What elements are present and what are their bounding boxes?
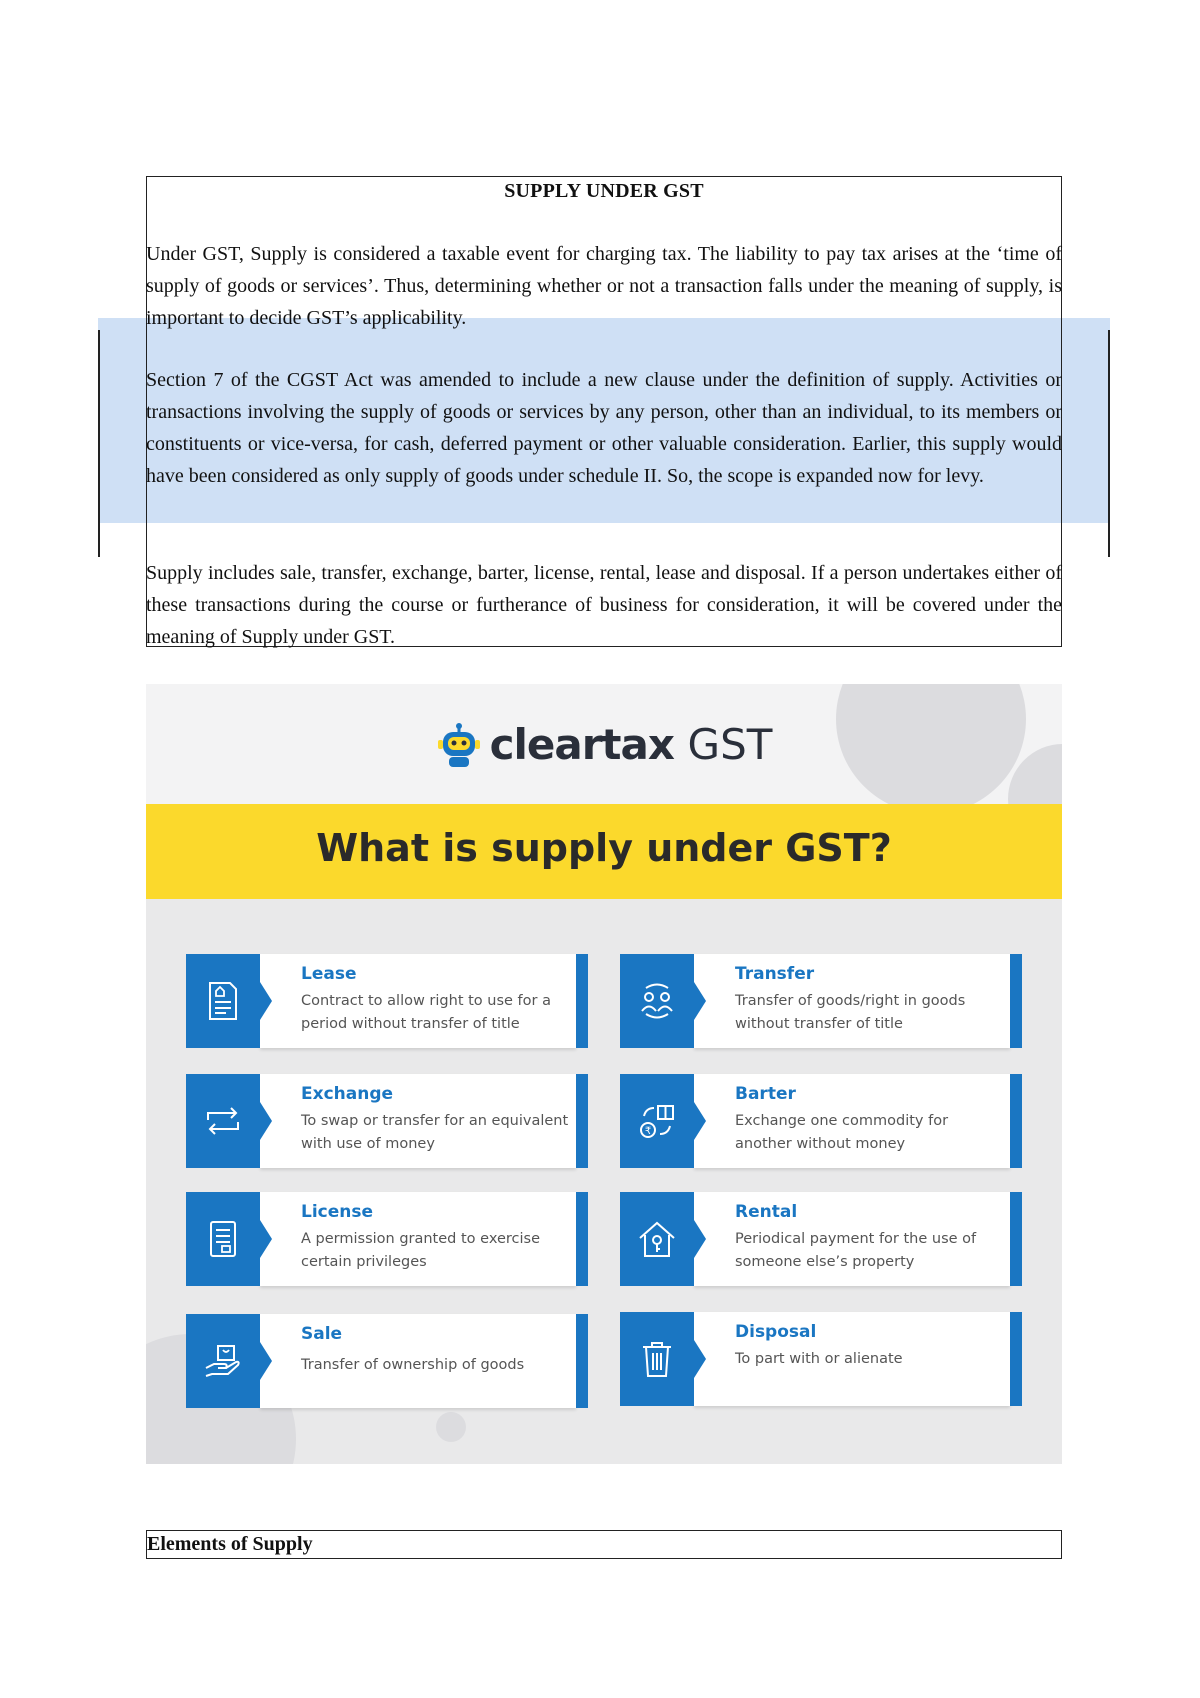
- hand-box-icon: [202, 1340, 244, 1382]
- exchange-arrows-icon: [202, 1100, 244, 1142]
- card-lease: [186, 954, 588, 1048]
- card-title: License: [301, 1202, 374, 1222]
- infographic: [146, 684, 1062, 1464]
- card-description: To part with or alienate: [735, 1351, 903, 1367]
- decor-circle: [436, 1412, 466, 1442]
- card-title: Transfer: [735, 964, 815, 984]
- card-transfer: [620, 954, 1022, 1048]
- trash-icon: [636, 1338, 678, 1380]
- paragraph-section-7[interactable]: Section 7 of the CGST Act was amended to include a new clause under the definition of supply. Activities or transactions involving the supply of goods or services by any person, other than an individual, to its members or constituents or vice-versa, for cash, deferred payment or other valuable consideration. Earlier, this supply would have been considered as only supply of goods under schedule II. So, the scope is expanded now for levy.: [146, 369, 1062, 487]
- paragraph-supply-includes[interactable]: Supply includes sale, transfer, exchange, barter, license, rental, lease and disposal. If a person undertakes either of these transactions during the course or furtherance of business for consideration, it will be covered under the meaning of Supply under GST.: [146, 562, 1062, 648]
- card-disposal: [620, 1312, 1022, 1406]
- card-description: Transfer of goods/right in goods without transfer of title: [735, 993, 966, 1032]
- robot-logo-icon: [436, 722, 482, 768]
- card-title: Rental: [735, 1202, 798, 1222]
- card-rental: [620, 1192, 1022, 1286]
- card-description: Periodical payment for the use of someone else’s property: [735, 1231, 977, 1270]
- card-description: To swap or transfer for an equivalent with use of money: [301, 1113, 569, 1152]
- barter-gift-icon: [636, 1100, 678, 1142]
- cleartax-logo: [146, 720, 1062, 769]
- svg-text:₹: ₹: [644, 1126, 652, 1137]
- paragraph-intro[interactable]: Under GST, Supply is considered a taxable event for charging tax. The liability to pay tax arises at the ‘time of supply of goods or services’. Thus, determining whether or not a transaction falls under the meaning of supply, is important to decide GST’s applicability.: [146, 243, 1062, 329]
- card-title: Lease: [301, 964, 357, 984]
- document-icon: [202, 980, 244, 1022]
- card-barter: [620, 1074, 1022, 1168]
- card-title: Sale: [301, 1324, 343, 1344]
- card-sale: [186, 1314, 588, 1408]
- card-title: Exchange: [301, 1084, 394, 1104]
- logo-suffix: GST: [687, 720, 773, 769]
- document-heading: SUPPLY UNDER GST: [504, 180, 704, 202]
- card-license: [186, 1192, 588, 1286]
- card-title: Barter: [735, 1084, 796, 1104]
- card-description: Contract to allow right to use for a period without transfer of title: [301, 993, 551, 1032]
- highlight-right-bar: [1108, 330, 1110, 557]
- card-title: Disposal: [735, 1322, 817, 1342]
- highlight-left-bar: [98, 330, 100, 557]
- card-description: Exchange one commodity for another without money: [735, 1113, 949, 1152]
- logo-text: cleartax: [489, 720, 674, 769]
- elements-of-supply-heading[interactable]: Elements of Supply: [146, 1530, 1062, 1559]
- title-banner: [146, 804, 1062, 899]
- banner-title: What is supply under GST?: [316, 826, 892, 870]
- house-key-icon: [636, 1218, 678, 1260]
- license-document-icon: [202, 1218, 244, 1260]
- card-description: Transfer of ownership of goods: [301, 1357, 525, 1373]
- transfer-people-icon: [636, 980, 678, 1022]
- card-exchange: [186, 1074, 588, 1168]
- card-description: A permission granted to exercise certain privileges: [301, 1231, 540, 1270]
